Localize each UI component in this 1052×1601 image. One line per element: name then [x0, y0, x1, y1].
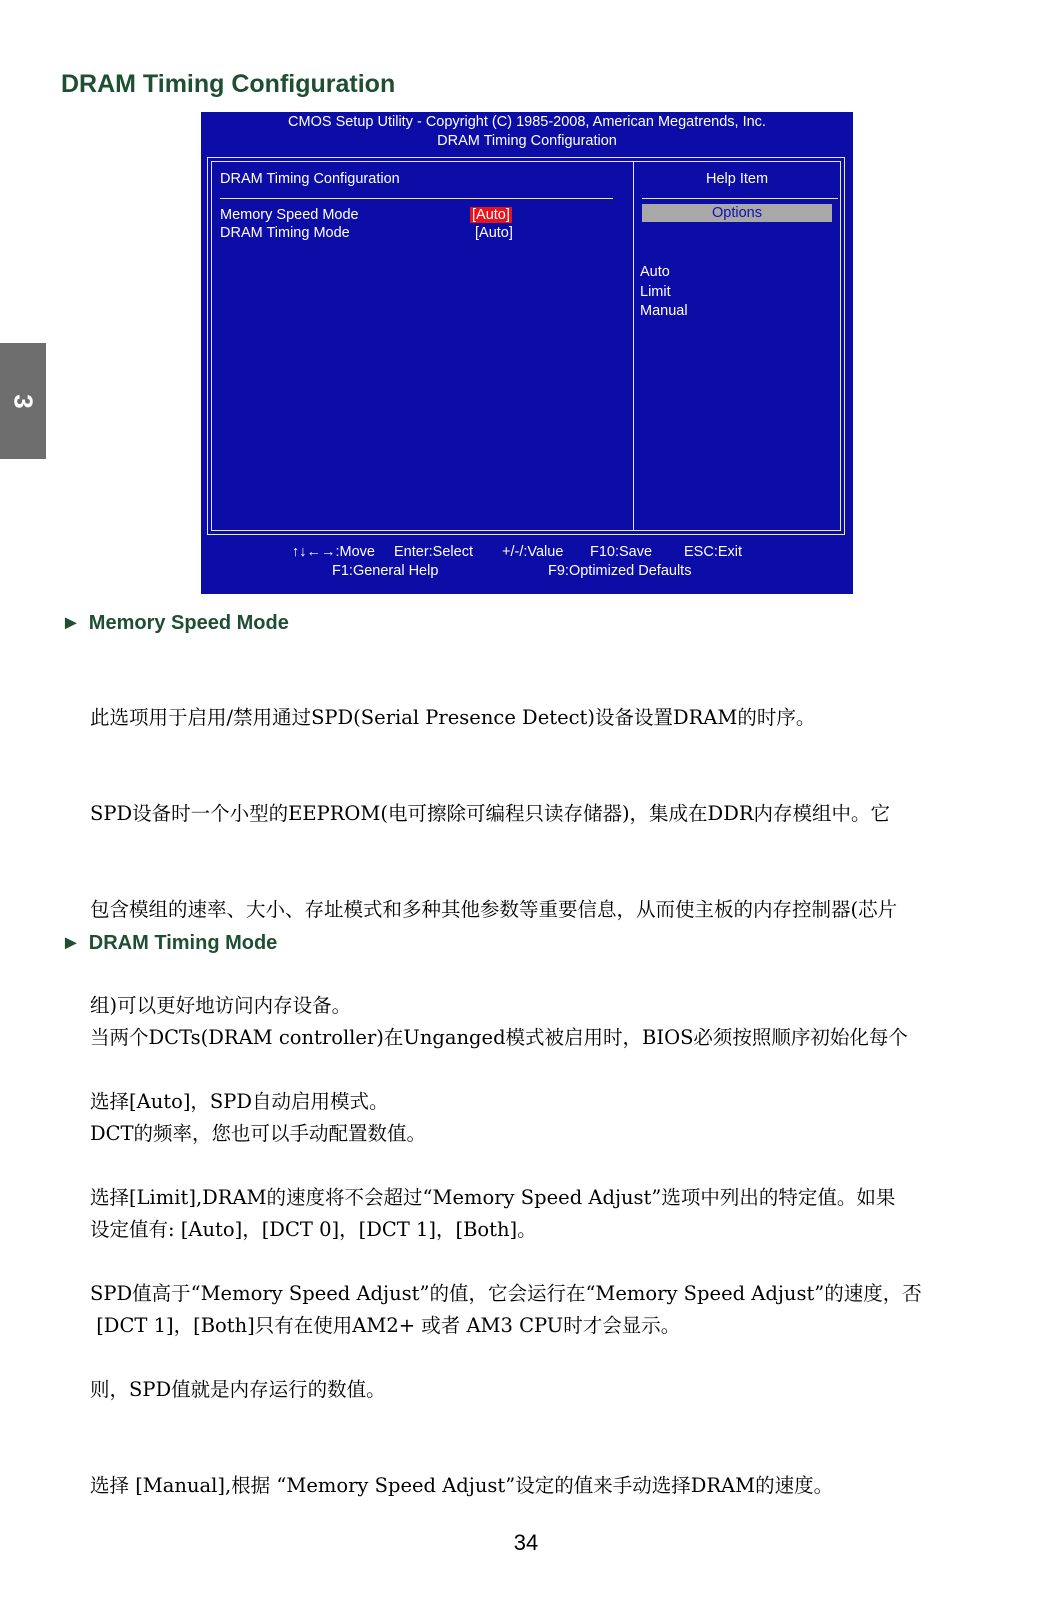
footer-value: +/-/:Value — [502, 544, 564, 560]
chapter-tab — [0, 343, 46, 459]
menu-item-label: Memory Speed Mode — [220, 207, 359, 223]
footer-move: ↑↓←→:Move — [292, 544, 375, 560]
section-heading-text: Memory Speed Mode — [88, 612, 289, 634]
menu-item-dram-timing-mode[interactable] — [220, 225, 620, 243]
option-list — [640, 263, 688, 322]
paragraph-line: 设定值有: [Auto]，[DCT 0]，[DCT 1]，[Both]。 — [90, 1218, 537, 1241]
help-divider — [642, 198, 838, 199]
section-heading-text: DRAM Timing Mode — [88, 932, 278, 954]
option-limit[interactable]: Limit — [640, 283, 671, 300]
option-manual[interactable]: Manual — [640, 303, 688, 319]
chapter-number: 3 — [8, 393, 39, 409]
paragraph-line: SPD值高于“Memory Speed Adjust”的值，它会运行在“Memory Speed Adjust”的速度，否 — [90, 1282, 922, 1305]
footer-defaults: F9:Optimized Defaults — [548, 563, 692, 579]
paragraph-line: [DCT 1]，[Both]只有在使用AM2+ 或者 AM3 CPU时才会显示。 — [90, 1314, 681, 1337]
footer-line-1 — [201, 543, 853, 562]
bios-header — [201, 112, 853, 151]
bios-frame — [207, 157, 845, 535]
paragraph-line: SPD设备时一个小型的EEPROM(电可擦除可编程只读存储器)，集成在DDR内存模组中。它 — [90, 802, 891, 825]
options-header: Options — [642, 204, 832, 222]
bios-screen-title: DRAM Timing Configuration — [437, 133, 617, 149]
menu-title: DRAM Timing Configuration — [220, 171, 400, 187]
section-heading-memory-speed-mode — [61, 612, 289, 635]
footer-line-2 — [201, 562, 853, 581]
footer-exit: ESC:Exit — [684, 544, 743, 560]
page-number: 34 — [513, 1530, 539, 1555]
paragraph-line: 选择[Auto]，SPD自动启用模式。 — [90, 1090, 389, 1113]
paragraph-line: 选择 [Manual],根据 “Memory Speed Adjust”设定的值来手动选择DRAM的速度。 — [90, 1474, 834, 1497]
page-title: DRAM Timing Configuration — [61, 70, 396, 98]
right-triangle-icon: ► — [61, 932, 81, 954]
paragraph-line: 包含模组的速率、大小、存址模式和多种其他参数等重要信息，从而使主板的内存控制器(芯片 — [90, 898, 898, 921]
menu-item-value[interactable]: [Auto] — [475, 225, 513, 241]
option-auto[interactable]: Auto — [640, 264, 670, 280]
panel-divider — [633, 162, 634, 530]
footer-help: F1:General Help — [332, 563, 439, 579]
bios-screen — [201, 112, 853, 594]
help-title: Help Item — [705, 171, 769, 187]
paragraph-line: 则，SPD值就是内存运行的数值。 — [90, 1378, 386, 1401]
menu-divider — [220, 198, 613, 199]
footer-select: Enter:Select — [394, 544, 473, 560]
section-body-dram-timing-mode — [90, 958, 980, 1374]
bios-copyright: CMOS Setup Utility - Copyright (C) 1985-2008, American Megatrends, Inc. — [288, 114, 766, 130]
paragraph-line: 此选项用于启用/禁用通过SPD(Serial Presence Detect)设备设置DRAM的时序。 — [90, 706, 816, 729]
bios-footer — [201, 543, 853, 581]
menu-item-memory-speed-mode[interactable] — [220, 207, 620, 225]
menu-item-value-selected[interactable]: [Auto] — [472, 207, 510, 223]
menu-item-label: DRAM Timing Mode — [220, 225, 350, 241]
paragraph-line: 选择[Limit],DRAM的速度将不会超过“Memory Speed Adjust”选项中列出的特定值。如果 — [90, 1186, 896, 1209]
footer-save: F10:Save — [590, 544, 653, 560]
section-heading-dram-timing-mode — [61, 932, 277, 955]
paragraph-line: DCT的频率，您也可以手动配置数值。 — [90, 1122, 427, 1145]
bios-panel — [211, 161, 841, 531]
right-triangle-icon: ► — [61, 612, 81, 634]
paragraph-line: 当两个DCTs(DRAM controller)在Unganged模式被启用时，BIOS必须按照顺序初始化每个 — [90, 1026, 908, 1049]
paragraph-line: 组)可以更好地访问内存设备。 — [90, 994, 352, 1017]
